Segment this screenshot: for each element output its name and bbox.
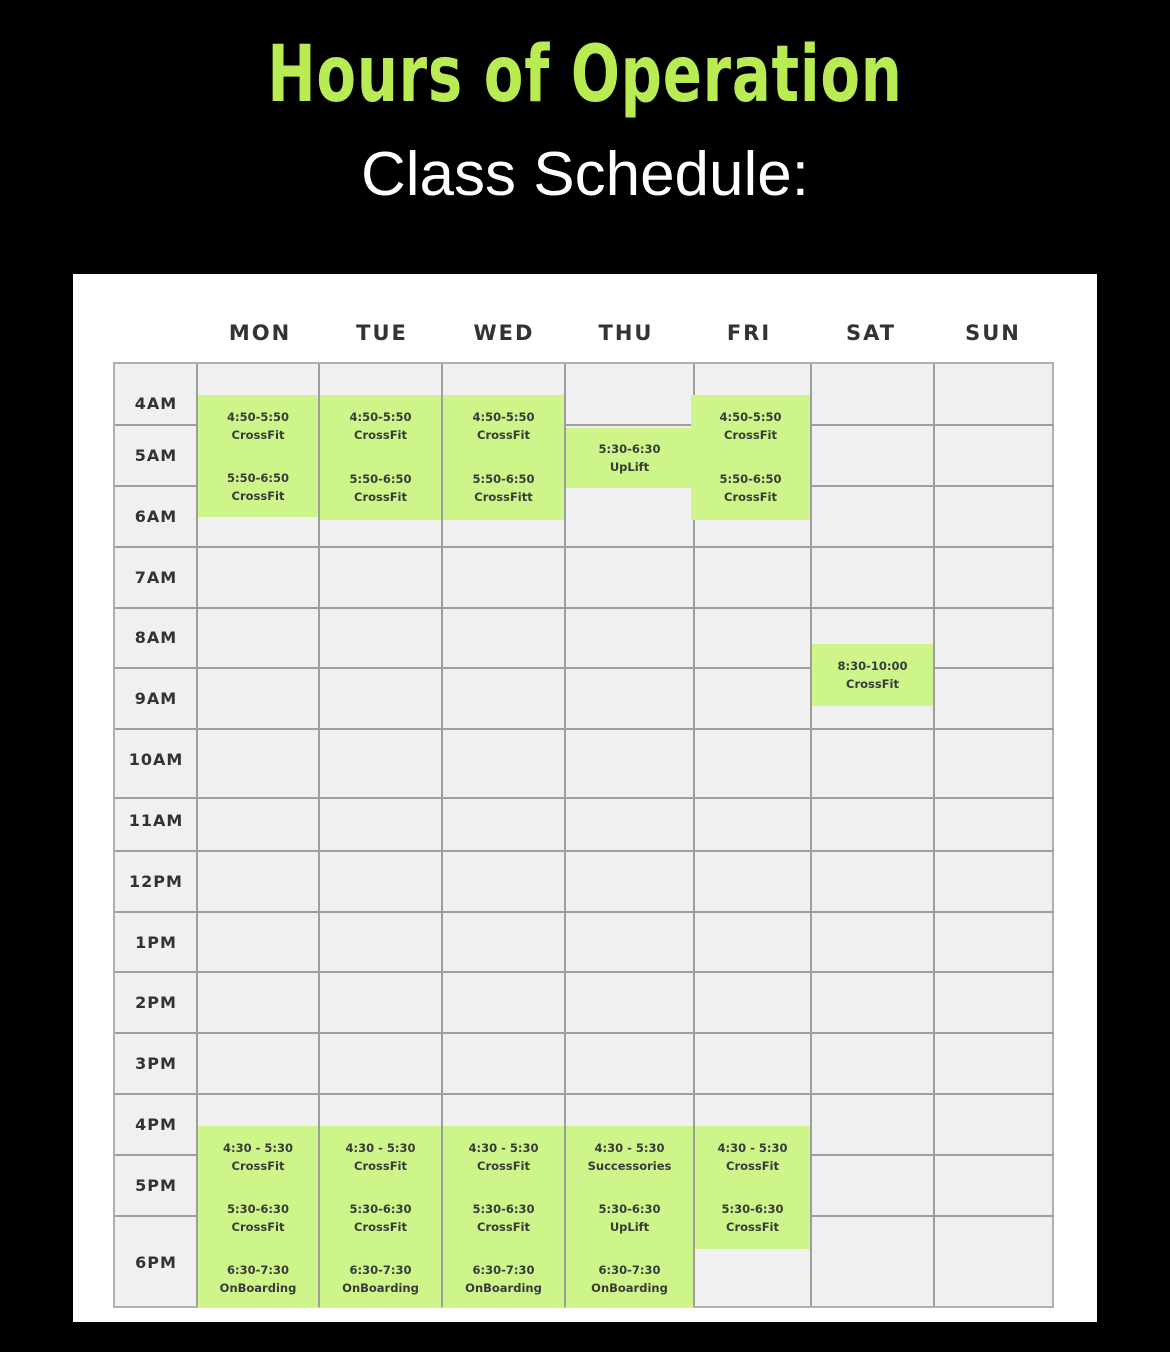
class-block[interactable] xyxy=(566,1126,693,1187)
class-block[interactable] xyxy=(198,1126,318,1187)
class-block[interactable] xyxy=(443,395,564,456)
class-time: 5:50-6:50 xyxy=(472,472,535,486)
time-label-1pm: 1PM xyxy=(135,933,177,952)
schedule-panel xyxy=(73,274,1097,1322)
class-name: UpLift xyxy=(609,1220,650,1234)
class-time: 4:30 - 5:30 xyxy=(594,1140,665,1155)
class-time: 5:50-6:50 xyxy=(719,472,782,486)
time-label-7am: 7AM xyxy=(134,568,178,587)
day-header-tue: TUE xyxy=(356,321,408,345)
day-header-sun: SUN xyxy=(965,321,1021,345)
class-time: 4:50-5:50 xyxy=(472,409,535,424)
class-time: 4:30 - 5:30 xyxy=(223,1140,293,1155)
class-block[interactable] xyxy=(320,1126,441,1187)
grid-line xyxy=(115,1032,1054,1034)
class-block[interactable] xyxy=(320,1249,441,1308)
class-block[interactable] xyxy=(566,1187,693,1249)
class-time: 5:30-6:30 xyxy=(227,1202,289,1216)
class-name: CrossFit xyxy=(354,1158,407,1173)
class-block[interactable] xyxy=(691,456,810,520)
class-time: 4:30 - 5:30 xyxy=(345,1140,416,1155)
class-block[interactable] xyxy=(443,1126,564,1187)
time-label-9am: 9AM xyxy=(134,689,178,708)
time-label-6pm: 6PM xyxy=(135,1253,177,1272)
time-label-10am: 10AM xyxy=(128,750,184,769)
time-label-3pm: 3PM xyxy=(135,1054,177,1073)
class-time: 5:50-6:50 xyxy=(349,472,412,486)
grid-line xyxy=(933,364,935,1306)
page-subtitle: Class Schedule: xyxy=(360,140,810,209)
class-name: CrossFitt xyxy=(474,490,533,504)
class-time: 6:30-7:30 xyxy=(472,1262,535,1277)
class-block[interactable] xyxy=(443,1187,564,1249)
time-label-4pm: 4PM xyxy=(135,1115,177,1134)
grid-line xyxy=(115,850,1054,852)
class-name: OnBoarding xyxy=(219,1280,297,1295)
class-name: CrossFit xyxy=(724,427,777,442)
schedule-grid xyxy=(113,362,1054,1308)
class-name: CrossFit xyxy=(354,1220,407,1234)
class-name: CrossFit xyxy=(231,488,285,503)
class-name: UpLift xyxy=(609,460,650,474)
class-time: 6:30-7:30 xyxy=(349,1262,412,1277)
class-block[interactable] xyxy=(198,1187,318,1249)
class-name: CrossFit xyxy=(231,427,285,442)
class-name: CrossFit xyxy=(231,1158,285,1173)
page-title: Hours of Operation xyxy=(267,30,903,120)
day-header-wed: WED xyxy=(473,321,535,345)
class-time: 5:30-6:30 xyxy=(721,1202,784,1216)
class-block[interactable] xyxy=(443,1249,564,1308)
class-name: OnBoarding xyxy=(591,1280,668,1295)
time-label-5pm: 5PM xyxy=(135,1176,177,1195)
class-name: CrossFit xyxy=(354,427,407,442)
grid-line xyxy=(115,728,1054,730)
class-block[interactable] xyxy=(443,456,564,520)
time-label-8am: 8AM xyxy=(134,628,178,647)
class-time: 4:50-5:50 xyxy=(227,409,289,424)
class-block[interactable] xyxy=(566,1249,693,1308)
class-name: CrossFit xyxy=(477,427,530,442)
class-block[interactable] xyxy=(695,1126,810,1187)
grid-line xyxy=(810,364,812,1306)
day-header-mon: MON xyxy=(228,321,292,345)
class-name: CrossFit xyxy=(846,677,899,691)
class-time: 4:30 - 5:30 xyxy=(468,1140,539,1155)
class-time: 8:30-10:00 xyxy=(837,659,908,673)
time-label-4am: 4AM xyxy=(134,394,178,413)
class-time: 6:30-7:30 xyxy=(227,1262,289,1277)
class-name: CrossFit xyxy=(477,1158,530,1173)
time-label-5am: 5AM xyxy=(134,446,178,465)
class-block[interactable] xyxy=(198,456,318,517)
class-block[interactable] xyxy=(695,1187,810,1249)
time-label-12pm: 12PM xyxy=(129,872,183,891)
grid-line xyxy=(115,911,1054,913)
grid-line xyxy=(115,546,1054,548)
day-header-fri: FRI xyxy=(726,321,772,345)
class-time: 4:30 - 5:30 xyxy=(717,1140,788,1155)
grid-line xyxy=(115,797,1054,799)
grid-line xyxy=(115,1093,1054,1095)
class-block[interactable] xyxy=(320,395,441,456)
time-label-6am: 6AM xyxy=(134,507,178,526)
class-name: CrossFit xyxy=(726,1158,779,1173)
day-header-sat: SAT xyxy=(845,321,897,345)
class-time: 4:50-5:50 xyxy=(349,409,412,424)
class-name: Successories xyxy=(587,1158,672,1173)
class-name: CrossFit xyxy=(726,1220,779,1234)
class-time: 5:50-6:50 xyxy=(227,470,289,485)
class-name: CrossFit xyxy=(477,1220,530,1234)
class-block[interactable] xyxy=(812,644,933,706)
class-time: 6:30-7:30 xyxy=(598,1262,661,1277)
class-time: 5:30-6:30 xyxy=(349,1202,412,1216)
class-block[interactable] xyxy=(320,1187,441,1249)
class-block[interactable] xyxy=(198,395,318,456)
class-time: 4:50-5:50 xyxy=(719,409,782,424)
class-time: 5:30-6:30 xyxy=(598,442,661,456)
class-block[interactable] xyxy=(566,428,693,488)
class-block[interactable] xyxy=(691,395,810,456)
class-name: OnBoarding xyxy=(465,1280,542,1295)
class-name: CrossFit xyxy=(354,490,407,504)
class-block[interactable] xyxy=(198,1249,318,1308)
class-name: OnBoarding xyxy=(342,1280,419,1295)
class-time: 5:30-6:30 xyxy=(472,1202,535,1216)
grid-line xyxy=(115,607,1054,609)
class-name: CrossFit xyxy=(231,1220,285,1234)
class-block[interactable] xyxy=(320,456,441,520)
class-time: 5:30-6:30 xyxy=(598,1202,661,1216)
day-header-thu: THU xyxy=(598,321,654,345)
time-label-2pm: 2PM xyxy=(135,993,177,1012)
time-label-11am: 11AM xyxy=(128,811,184,830)
grid-line xyxy=(115,971,1054,973)
class-name: CrossFit xyxy=(724,490,777,504)
